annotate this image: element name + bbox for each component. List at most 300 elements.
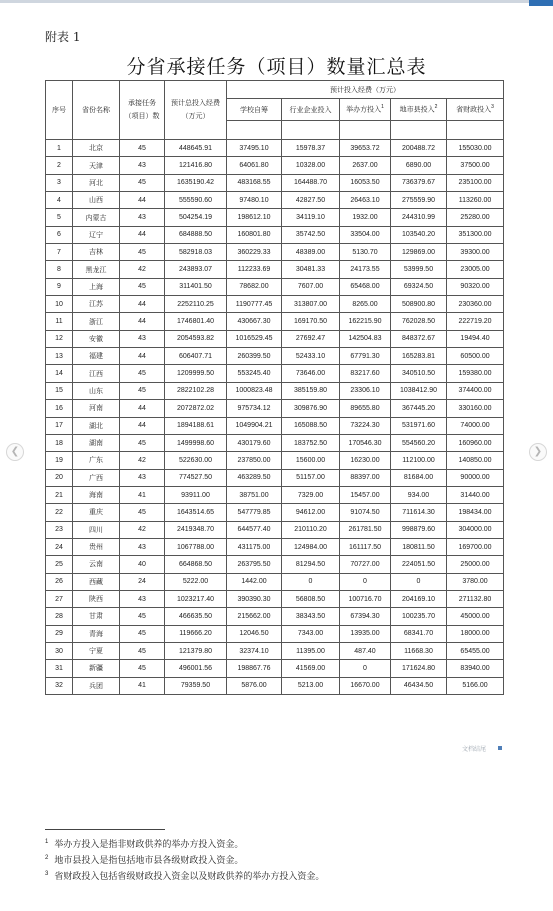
cell-local: 224051.50 [391,556,447,573]
cell-sponsor: 2637.00 [340,157,391,174]
cell-sponsor: 24173.55 [340,261,391,278]
footnote-2 [45,851,324,867]
cell-total: 466635.50 [165,608,227,625]
cell-province: 内蒙古 [73,209,120,226]
cell-tasks: 45 [120,434,165,451]
annex-label: 附表 1 [45,30,81,44]
cell-sponsor: 33504.00 [340,226,391,243]
cell-total: 2054593.82 [165,330,227,347]
footnote-text: 地市县投入是指包括地市县各级财政投入资金。 [54,855,244,865]
corner-tab [529,0,553,6]
table-row [46,486,504,503]
cell-industry: 7607.00 [282,278,340,295]
cell-industry: 183752.50 [282,434,340,451]
cell-sponsor: 5130.70 [340,244,391,261]
cell-provincial: 23005.00 [447,261,504,278]
cell-tasks: 44 [120,313,165,330]
cell-provincial: 230360.00 [447,296,504,313]
cell-school: 1049904.21 [227,417,282,434]
header-industry: 行业企业投入 [282,99,340,121]
cell-school: 215662.00 [227,608,282,625]
cell-total: 555590.60 [165,192,227,209]
cell-province: 湖北 [73,417,120,434]
cell-seq: 19 [46,452,73,469]
cell-industry: 10328.00 [282,157,340,174]
cell-local: 762028.50 [391,313,447,330]
cell-provincial: 169700.00 [447,538,504,555]
cell-industry: 5213.00 [282,677,340,694]
cell-total: 606407.71 [165,348,227,365]
cell-school: 112233.69 [227,261,282,278]
cell-industry: 169170.50 [282,313,340,330]
cell-industry: 7343.00 [282,625,340,642]
cell-total: 774527.50 [165,469,227,486]
cell-total: 1067788.00 [165,538,227,555]
cell-tasks: 44 [120,296,165,313]
cell-industry: 38343.50 [282,608,340,625]
cell-seq: 20 [46,469,73,486]
cell-sponsor: 67394.30 [340,608,391,625]
cell-sponsor: 261781.50 [340,521,391,538]
cell-seq: 9 [46,278,73,295]
cell-seq: 32 [46,677,73,694]
cell-province: 青海 [73,625,120,642]
cell-industry: 313807.00 [282,296,340,313]
cell-industry: 51157.00 [282,469,340,486]
cell-school: 431175.00 [227,538,282,555]
cell-provincial: 25000.00 [447,556,504,573]
cell-industry: 27692.47 [282,330,340,347]
cell-total: 1746801.40 [165,313,227,330]
footnote-text: 省财政投入包括省级财政投入资金以及财政供养的举办方投入资金。 [54,871,325,881]
cell-seq: 17 [46,417,73,434]
cell-local: 736379.67 [391,174,447,191]
cell-sponsor: 100716.70 [340,590,391,607]
cell-total: 119666.20 [165,625,227,642]
cell-industry: 0 [282,573,340,590]
cell-total: 1209999.50 [165,365,227,382]
cell-tasks: 45 [120,244,165,261]
cell-school: 360229.33 [227,244,282,261]
footnote-text: 举办方投入是指非财政供养的举办方投入资金。 [54,839,244,849]
cell-tasks: 44 [120,192,165,209]
cell-seq: 21 [46,486,73,503]
header-local [391,99,447,121]
cell-industry: 81294.50 [282,556,340,573]
cell-industry: 385159.80 [282,382,340,399]
cell-sponsor: 170546.30 [340,434,391,451]
summary-table [45,80,504,695]
cell-local: 112100.00 [391,452,447,469]
cell-total: 121416.80 [165,157,227,174]
cell-total: 79359.50 [165,677,227,694]
header-sponsor [340,99,391,121]
cell-seq: 10 [46,296,73,313]
cell-sponsor: 88397.00 [340,469,391,486]
cell-school: 237850.00 [227,452,282,469]
table-row [46,452,504,469]
cell-province: 河北 [73,174,120,191]
cell-industry: 56808.50 [282,590,340,607]
cell-tasks: 41 [120,486,165,503]
cell-province: 山东 [73,382,120,399]
cell-province: 重庆 [73,504,120,521]
cell-sponsor: 13935.00 [340,625,391,642]
cell-industry: 309876.90 [282,400,340,417]
page-title: 分省承接任务（项目）数量汇总表 [126,57,427,78]
cell-industry: 41569.00 [282,660,340,677]
cell-sponsor: 83217.60 [340,365,391,382]
table-row [46,330,504,347]
cell-sponsor: 0 [340,660,391,677]
cell-industry: 7329.00 [282,486,340,503]
table-row [46,365,504,382]
footnote-3 [45,867,324,883]
header-province: 省份名称 [73,81,120,140]
cell-local: 934.00 [391,486,447,503]
footnote-ref-3: 3 [491,104,494,111]
cell-local: 100235.70 [391,608,447,625]
cell-sponsor: 16053.50 [340,174,391,191]
cell-tasks: 45 [120,174,165,191]
cell-local: 367445.20 [391,400,447,417]
cell-tasks: 42 [120,452,165,469]
cell-school: 430179.60 [227,434,282,451]
header-total-label: 预计总投入经费（万元） [171,100,220,120]
cell-school: 644577.40 [227,521,282,538]
cell-local: 554560.20 [391,434,447,451]
cell-provincial: 45000.00 [447,608,504,625]
cell-provincial: 83940.00 [447,660,504,677]
cell-local: 531971.60 [391,417,447,434]
cell-sponsor: 23306.10 [340,382,391,399]
table-row [46,469,504,486]
cell-tasks: 45 [120,382,165,399]
cell-provincial: 65455.00 [447,642,504,659]
table-row [46,278,504,295]
cell-provincial: 222719.20 [447,313,504,330]
cell-total: 2419348.70 [165,521,227,538]
cell-provincial: 60500.00 [447,348,504,365]
cell-sponsor: 73224.30 [340,417,391,434]
cell-seq: 3 [46,174,73,191]
cell-province: 江苏 [73,296,120,313]
cell-provincial: 160960.00 [447,434,504,451]
cell-province: 西藏 [73,573,120,590]
footnote-ref-2: 2 [434,104,438,111]
cell-school: 32374.10 [227,642,282,659]
cell-seq: 30 [46,642,73,659]
table-row [46,538,504,555]
cell-school: 12046.50 [227,625,282,642]
header-tasks [120,81,165,140]
cell-provincial: 113260.00 [447,192,504,209]
cell-tasks: 44 [120,348,165,365]
cell-provincial: 374400.00 [447,382,504,399]
table-row [46,521,504,538]
cell-sponsor: 91074.50 [340,504,391,521]
cell-provincial: 3780.00 [447,573,504,590]
cell-province: 兵团 [73,677,120,694]
cell-total: 1635190.42 [165,174,227,191]
cell-province: 山西 [73,192,120,209]
cell-province: 四川 [73,521,120,538]
cell-industry: 30481.33 [282,261,340,278]
table-row [46,504,504,521]
cell-province: 福建 [73,348,120,365]
table-row [46,192,504,209]
cell-province: 河南 [73,400,120,417]
cell-total: 1643514.65 [165,504,227,521]
cell-seq: 2 [46,157,73,174]
table-row [46,140,504,157]
cell-sponsor: 16230.00 [340,452,391,469]
cell-school: 37495.10 [227,140,282,157]
cell-province: 湖南 [73,434,120,451]
cell-local: 204169.10 [391,590,447,607]
cell-seq: 26 [46,573,73,590]
chevron-left-icon[interactable]: ❮ [6,443,24,461]
cell-seq: 5 [46,209,73,226]
cell-seq: 1 [46,140,73,157]
cell-provincial: 330160.00 [447,400,504,417]
cell-seq: 25 [46,556,73,573]
cell-school: 430667.30 [227,313,282,330]
cell-total: 311401.50 [165,278,227,295]
header-provincial [447,99,504,121]
cell-total: 582918.03 [165,244,227,261]
cell-school: 975734.12 [227,400,282,417]
footnote-1 [45,835,324,851]
cell-total: 684888.50 [165,226,227,243]
cell-province: 广东 [73,452,120,469]
cell-sponsor: 0 [340,573,391,590]
cell-sponsor: 65468.00 [340,278,391,295]
cell-seq: 14 [46,365,73,382]
cell-total: 1499998.60 [165,434,227,451]
cell-provincial: 235100.00 [447,174,504,191]
header-sponsor-label: 举办方投入 [346,106,382,114]
table-row [46,573,504,590]
cell-provincial: 74000.00 [447,417,504,434]
cell-total: 243893.07 [165,261,227,278]
cell-province: 辽宁 [73,226,120,243]
cell-sponsor: 161117.50 [340,538,391,555]
cell-seq: 15 [46,382,73,399]
cell-tasks: 44 [120,226,165,243]
cell-total: 664868.50 [165,556,227,573]
cell-local: 711614.30 [391,504,447,521]
footnote-number: 2 [45,855,49,861]
cell-tasks: 42 [120,261,165,278]
table-row [46,556,504,573]
header-total [165,81,227,140]
cell-industry: 11395.00 [282,642,340,659]
cell-total: 1894188.61 [165,417,227,434]
cell-provincial: 155030.00 [447,140,504,157]
cell-local: 275559.90 [391,192,447,209]
cell-sponsor: 39653.72 [340,140,391,157]
chevron-right-icon[interactable]: ❯ [529,443,547,461]
cell-tasks: 42 [120,521,165,538]
cell-tasks: 43 [120,157,165,174]
cell-province: 海南 [73,486,120,503]
cell-seq: 13 [46,348,73,365]
cell-total: 2252110.25 [165,296,227,313]
cell-sponsor: 142504.83 [340,330,391,347]
cell-local: 68341.70 [391,625,447,642]
cell-industry: 94612.00 [282,504,340,521]
cell-school: 390390.30 [227,590,282,607]
cell-tasks: 45 [120,660,165,677]
cell-provincial: 39300.00 [447,244,504,261]
cell-sponsor: 1932.00 [340,209,391,226]
cell-local: 53999.50 [391,261,447,278]
cell-province: 云南 [73,556,120,573]
cell-school: 1016529.45 [227,330,282,347]
cell-sponsor: 70727.00 [340,556,391,573]
cell-tasks: 45 [120,608,165,625]
cell-tasks: 45 [120,625,165,642]
cell-tasks: 40 [120,556,165,573]
cell-total: 504254.19 [165,209,227,226]
cell-provincial: 140850.00 [447,452,504,469]
cell-provincial: 31440.00 [447,486,504,503]
cell-local: 0 [391,573,447,590]
cell-provincial: 19494.40 [447,330,504,347]
table-row [46,174,504,191]
cell-seq: 22 [46,504,73,521]
cell-province: 北京 [73,140,120,157]
cell-local: 165283.81 [391,348,447,365]
table-row [46,244,504,261]
cell-total: 93911.00 [165,486,227,503]
cell-school: 1442.00 [227,573,282,590]
table-row [46,382,504,399]
cell-school: 78682.00 [227,278,282,295]
cell-school: 547779.85 [227,504,282,521]
cell-sponsor: 162215.90 [340,313,391,330]
cell-tasks: 45 [120,504,165,521]
cell-industry: 164488.70 [282,174,340,191]
cell-seq: 27 [46,590,73,607]
cell-province: 上海 [73,278,120,295]
cell-seq: 7 [46,244,73,261]
cell-provincial: 18000.00 [447,625,504,642]
cell-province: 天津 [73,157,120,174]
cell-industry: 42827.50 [282,192,340,209]
cell-seq: 4 [46,192,73,209]
cell-school: 463289.50 [227,469,282,486]
table-body [46,140,504,695]
header-school: 学校自筹 [227,99,282,121]
doc-end-mark-icon [498,746,502,750]
footnote-divider [45,829,165,830]
cell-industry: 48389.00 [282,244,340,261]
cell-industry: 35742.50 [282,226,340,243]
cell-provincial: 159380.00 [447,365,504,382]
cell-school: 1190777.45 [227,296,282,313]
cell-sponsor: 67791.30 [340,348,391,365]
cell-province: 甘肃 [73,608,120,625]
cell-industry: 52433.10 [282,348,340,365]
cell-tasks: 24 [120,573,165,590]
cell-provincial: 5166.00 [447,677,504,694]
cell-tasks: 45 [120,642,165,659]
table-row [46,660,504,677]
header-local-label: 地市县投入 [399,106,435,114]
cell-industry: 210110.20 [282,521,340,538]
cell-sponsor: 16670.00 [340,677,391,694]
table-row [46,677,504,694]
cell-industry: 34119.10 [282,209,340,226]
cell-total: 496001.56 [165,660,227,677]
cell-total: 5222.00 [165,573,227,590]
footnotes [45,835,324,883]
cell-industry: 15978.37 [282,140,340,157]
doc-end-label: 文档结尾 [462,747,487,753]
cell-tasks: 43 [120,538,165,555]
cell-province: 广西 [73,469,120,486]
cell-province: 宁夏 [73,642,120,659]
table-row [46,226,504,243]
cell-sponsor: 89655.80 [340,400,391,417]
table-row [46,642,504,659]
cell-local: 998879.60 [391,521,447,538]
cell-province: 陕西 [73,590,120,607]
cell-tasks: 44 [120,400,165,417]
cell-tasks: 45 [120,365,165,382]
table-header [46,81,504,140]
cell-local: 46434.50 [391,677,447,694]
cell-province: 安徽 [73,330,120,347]
cell-provincial: 25280.00 [447,209,504,226]
table-row [46,417,504,434]
cell-sponsor: 26463.10 [340,192,391,209]
cell-school: 5876.00 [227,677,282,694]
cell-school: 198612.10 [227,209,282,226]
cell-provincial: 304000.00 [447,521,504,538]
cell-provincial: 351300.00 [447,226,504,243]
cell-sponsor: 15457.00 [340,486,391,503]
cell-tasks: 43 [120,590,165,607]
cell-local: 244310.99 [391,209,447,226]
cell-school: 38751.00 [227,486,282,503]
table-row [46,209,504,226]
cell-sponsor: 8265.00 [340,296,391,313]
table-row [46,400,504,417]
table-row [46,296,504,313]
table-row [46,157,504,174]
cell-local: 6890.00 [391,157,447,174]
cell-seq: 12 [46,330,73,347]
footnote-number: 3 [45,871,49,877]
cell-seq: 23 [46,521,73,538]
cell-school: 260399.50 [227,348,282,365]
cell-sponsor: 487.40 [340,642,391,659]
cell-seq: 16 [46,400,73,417]
header-seq: 序号 [46,81,73,140]
cell-tasks: 43 [120,209,165,226]
cell-seq: 28 [46,608,73,625]
cell-school: 97480.10 [227,192,282,209]
cell-school: 1000823.48 [227,382,282,399]
footnote-number: 1 [45,839,49,845]
cell-provincial: 90320.00 [447,278,504,295]
cell-tasks: 43 [120,330,165,347]
header-invest-group: 预计投入经费（万元） [227,81,504,99]
cell-tasks: 45 [120,278,165,295]
